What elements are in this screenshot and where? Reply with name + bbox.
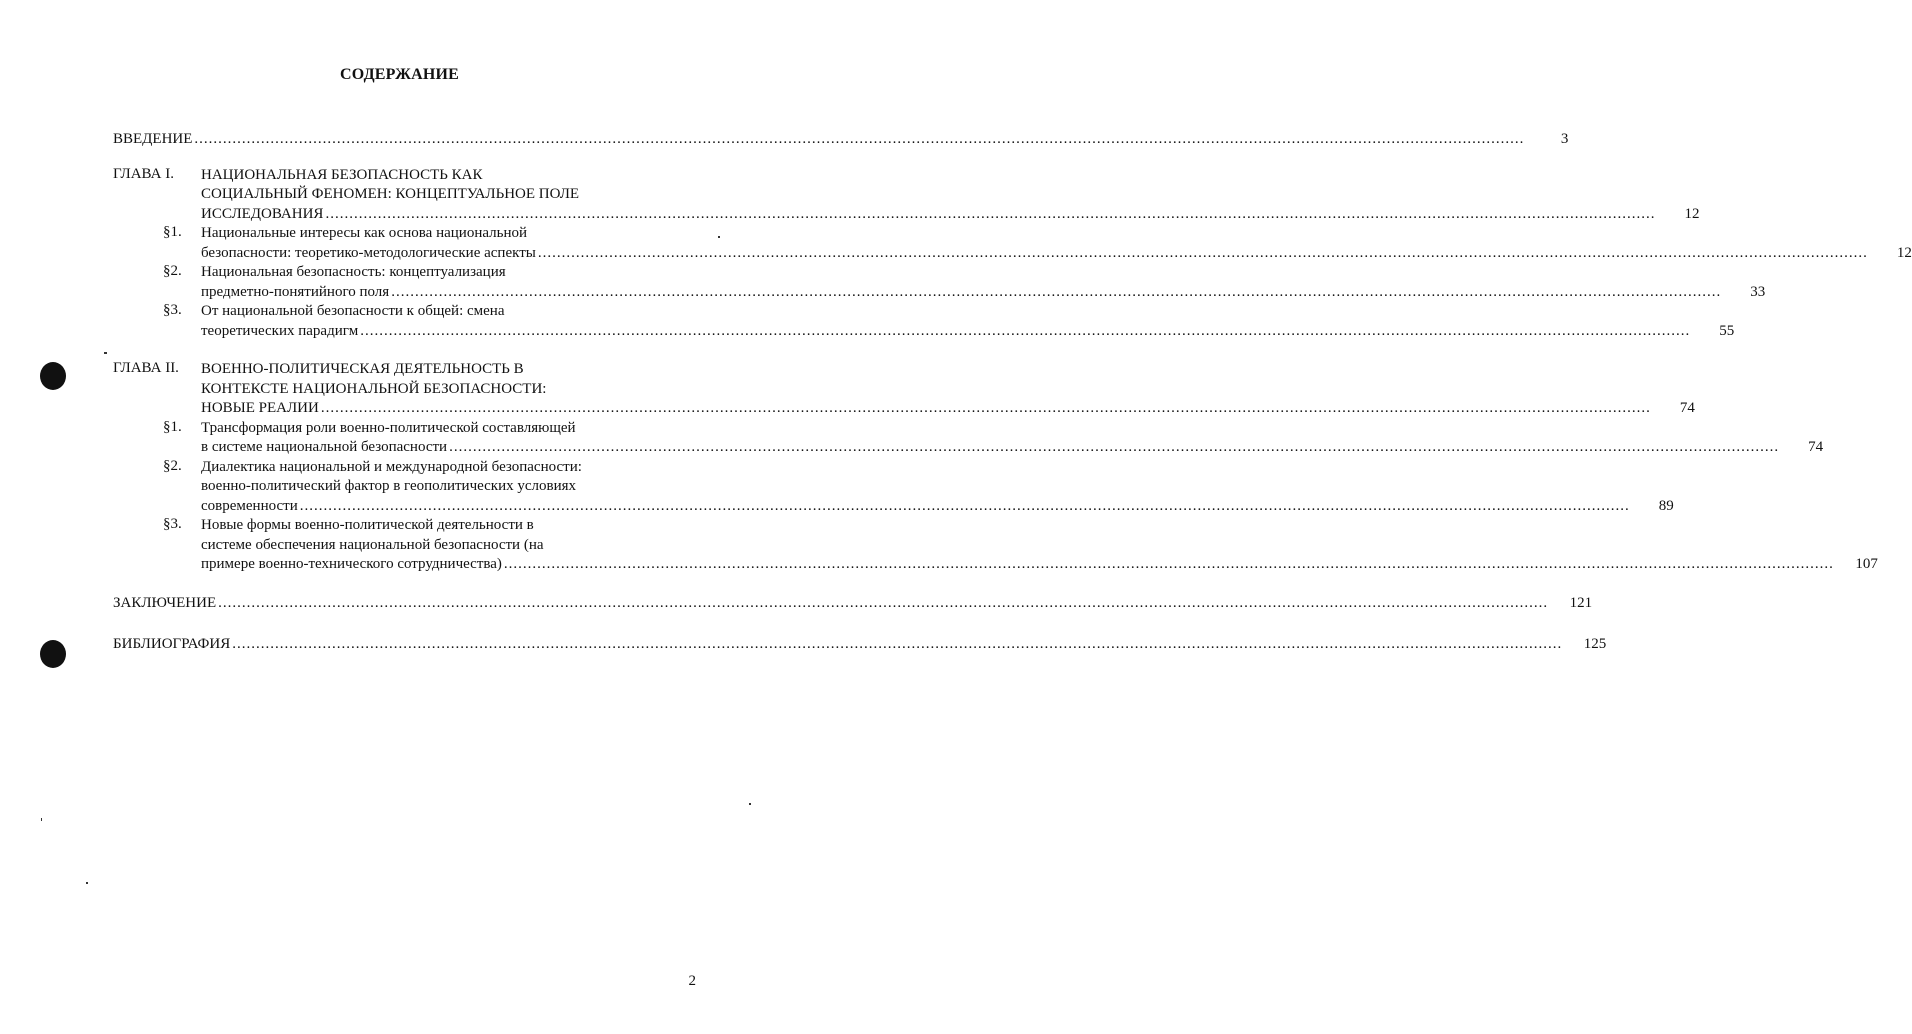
dot-leader [360,322,1690,342]
toc-section [163,516,1878,575]
section-title-line: предметно-понятийного поля [201,283,390,300]
section-title-line: военно-политический фактор в геополитических условиях [201,478,577,494]
chapter-title-line: ВОЕННО-ПОЛИТИЧЕСКАЯ ДЕЯТЕЛЬНОСТЬ В [201,361,524,377]
dot-leader [504,555,1834,575]
section-title-line: безопасности: теоретико-методологические аспекты [201,244,536,261]
section-title-line: Национальные интересы как основа национальной [201,225,528,241]
toc-entry-bibliography [113,635,1607,655]
section-title-line: современности [201,497,298,514]
punch-hole-mark [40,362,66,390]
section-title-line: теоретических парадигм [201,322,359,339]
section-label: §1. [163,418,182,435]
scan-speck [86,882,88,884]
table-of-contents [113,130,1912,655]
toc-section [163,263,1766,302]
toc-section [163,224,1912,263]
toc-page-number: 3 [1560,131,1569,147]
chapter-title-line: ИССЛЕДОВАНИЯ [201,205,324,222]
toc-entry-conclusion [113,594,1593,614]
toc-chapter-1 [113,165,1912,342]
toc-page-number: 74 [1679,400,1695,416]
chapter-title-line: СОЦИАЛЬНЫЙ ФЕНОМЕН: КОНЦЕПТУАЛЬНОЕ ПОЛЕ [201,186,580,202]
chapter-label: ГЛАВА I. [113,165,174,182]
toc-page-number: 12 [1896,244,1912,261]
dot-leader [194,130,1524,150]
dot-leader [391,283,1721,303]
section-label: §3. [163,516,182,532]
toc-entry-intro [113,130,1569,150]
section-title-line: системе обеспечения национальной безопасности (на [201,536,544,553]
chapter-label: ГЛАВА II. [113,360,179,376]
chapter-title-line: НАЦИОНАЛЬНАЯ БЕЗОПАСНОСТЬ КАК [201,166,483,183]
chapter-title-line: НОВЫЕ РЕАЛИИ [201,400,319,416]
section-title-line: Трансформация роли военно-политической составляющей [201,419,576,436]
scan-speck [718,236,720,238]
toc-entry-label: ЗАКЛЮЧЕНИЕ [113,594,217,611]
toc-section [163,302,1735,341]
scan-speck [749,803,751,805]
toc-page-number: 33 [1750,283,1766,300]
toc-page-number: 121 [1569,594,1593,611]
section-title-line: От национальной безопасности к общей: смена [201,303,505,319]
dot-leader [449,438,1779,458]
toc-chapter-2 [113,360,1878,575]
toc-entry-label: ВВЕДЕНИЕ [113,131,193,147]
dot-leader [232,635,1562,655]
toc-page-number: 74 [1808,439,1824,455]
toc-section [163,418,1824,458]
toc-page-number: 107 [1855,556,1878,572]
toc-page-number: 55 [1719,322,1735,339]
dot-leader [325,205,1655,225]
section-title-line: примере военно-технического сотрудничества) [201,556,502,572]
section-label: §2. [163,263,182,279]
dot-leader [300,497,1630,517]
section-label: §2. [163,457,182,474]
chapter-title-line: КОНТЕКСТЕ НАЦИОНАЛЬНОЙ БЕЗОПАСНОСТИ: [201,380,547,397]
section-title-line: Национальная безопасность: концептуализация [201,264,506,280]
toc-section [163,457,1674,517]
toc-entry-label: БИБЛИОГРАФИЯ [113,636,231,652]
punch-hole-mark [40,640,66,668]
scan-speck [41,818,42,821]
toc-page-number: 12 [1684,205,1700,222]
section-title-line: Новые формы военно-политической деятельности в [201,517,534,533]
scan-speck [104,352,107,354]
section-title-line: в системе национальной безопасности [201,439,448,455]
page-number: 2 [688,973,696,989]
section-label: §3. [163,302,182,318]
dot-leader [538,244,1868,264]
dot-leader [218,594,1548,614]
page-title: СОДЕРЖАНИЕ [339,66,460,83]
section-label: §1. [163,224,182,240]
dot-leader [321,399,1651,419]
toc-page-number: 89 [1658,497,1674,514]
section-title-line: Диалектика национальной и международной безопасности: [201,458,582,475]
toc-page-number: 125 [1583,636,1607,652]
